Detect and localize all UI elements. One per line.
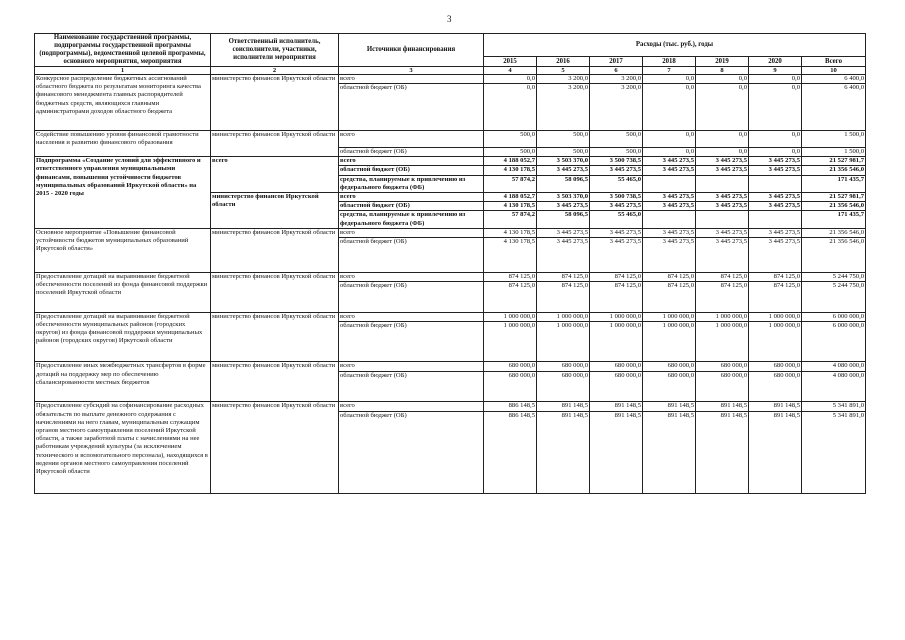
- value-cell: 874 125,0: [590, 272, 643, 281]
- value-cell: 874 125,0: [590, 281, 643, 290]
- value-cell: 874 125,0: [537, 272, 590, 281]
- value-cell: 891 148,5: [643, 402, 696, 411]
- column-index: 7: [643, 67, 696, 75]
- header-year: 2016: [537, 57, 590, 67]
- value-cell: 680 000,0: [696, 362, 749, 371]
- empty-cell: [696, 92, 749, 130]
- value-cell: 874 125,0: [643, 281, 696, 290]
- value-cell: 3 445 273,5: [643, 202, 696, 211]
- value-cell: 680 000,0: [749, 362, 802, 371]
- value-cell: 891 148,5: [643, 411, 696, 420]
- empty-cell: [339, 380, 484, 402]
- header-executor: Ответственный исполнитель, соисполнители, участники, исполнители мероприятия: [211, 34, 339, 67]
- value-cell: 57 874,2: [484, 175, 537, 192]
- empty-cell: [696, 380, 749, 402]
- column-index: 3: [339, 67, 484, 75]
- value-cell: 3 200,0: [537, 84, 590, 93]
- value-cell: 3 445 273,5: [749, 202, 802, 211]
- value-cell: 21 356 546,0: [802, 228, 866, 237]
- header-year-total: Всего: [802, 57, 866, 67]
- value-cell: 57 874,2: [484, 211, 537, 228]
- empty-cell: [590, 380, 643, 402]
- funding-source: всего: [339, 402, 484, 411]
- empty-cell: [802, 246, 866, 272]
- value-cell: 3 445 273,5: [537, 202, 590, 211]
- value-cell: 58 096,5: [537, 211, 590, 228]
- empty-cell: [802, 420, 866, 494]
- value-cell: 3 445 273,5: [643, 192, 696, 201]
- value-cell: 500,0: [590, 130, 643, 147]
- value-cell: 3 445 273,5: [696, 192, 749, 201]
- value-cell: 500,0: [590, 147, 643, 156]
- value-cell: 3 503 370,0: [537, 157, 590, 166]
- empty-cell: [749, 246, 802, 272]
- row-executor: министерство финансов Иркутской области: [211, 362, 339, 402]
- row-name: Подпрограмма «Создание условий для эффективного и ответственного управления муниципальными финансами, повышения устойчивости бюджетов муниципальных образований Иркутской области» на 2015 - 2020 годы: [35, 157, 211, 229]
- row-name: Предоставление иных межбюджетных трансфертов в форме дотаций на поддержку мер по обеспечению сбалансированности местных бюджетов: [35, 362, 211, 402]
- value-cell: [696, 175, 749, 192]
- empty-cell: [749, 330, 802, 362]
- value-cell: [749, 211, 802, 228]
- row-executor: министерство финансов Иркутской области: [211, 130, 339, 156]
- value-cell: 3 445 273,5: [749, 237, 802, 246]
- value-cell: 21 527 981,7: [802, 192, 866, 201]
- value-cell: 4 130 178,5: [484, 228, 537, 237]
- column-index: 6: [590, 67, 643, 75]
- value-cell: 874 125,0: [484, 281, 537, 290]
- value-cell: 886 148,5: [484, 402, 537, 411]
- value-cell: 171 435,7: [802, 175, 866, 192]
- row-name: Предоставление дотаций на выравнивание бюджетной обеспеченности муниципальных районов (городских округов) из фонда финансовой поддержки муниципальных районов (городских округов) Иркутской области: [35, 312, 211, 362]
- funding-source: областной бюджет (ОБ): [339, 84, 484, 93]
- value-cell: 3 445 273,5: [537, 237, 590, 246]
- value-cell: 886 148,5: [484, 411, 537, 420]
- value-cell: 0,0: [643, 130, 696, 147]
- value-cell: 0,0: [696, 147, 749, 156]
- funding-source: средства, планируемые к привлечению из федерального бюджета (ФБ): [339, 175, 484, 192]
- value-cell: 3 445 273,5: [749, 166, 802, 175]
- funding-source: областной бюджет (ОБ): [339, 411, 484, 420]
- table-row: [35, 75, 866, 84]
- funding-source: всего: [339, 312, 484, 321]
- funding-source: всего: [339, 272, 484, 281]
- row-executor: всего: [211, 157, 339, 193]
- funding-source: областной бюджет (ОБ): [339, 166, 484, 175]
- value-cell: 680 000,0: [590, 362, 643, 371]
- value-cell: 6 000 000,0: [802, 312, 866, 321]
- value-cell: [643, 175, 696, 192]
- value-cell: 680 000,0: [537, 362, 590, 371]
- empty-cell: [484, 380, 537, 402]
- value-cell: 3 200,0: [590, 84, 643, 93]
- value-cell: 0,0: [484, 75, 537, 84]
- value-cell: 4 130 178,5: [484, 202, 537, 211]
- column-index-row: [35, 67, 866, 75]
- value-cell: 874 125,0: [537, 281, 590, 290]
- empty-cell: [537, 420, 590, 494]
- empty-cell: [537, 380, 590, 402]
- empty-cell: [590, 420, 643, 494]
- value-cell: 0,0: [643, 75, 696, 84]
- row-executor: министерство финансов Иркутской области: [211, 402, 339, 494]
- value-cell: 3 445 273,5: [537, 166, 590, 175]
- column-index: 8: [696, 67, 749, 75]
- row-name: Конкурсное распределение бюджетных ассигнований областного бюджета по результатам мониторинга качества финансового менеджмента главных распорядителей бюджетных средств, являющихся главными администраторами доходов областного бюджета: [35, 75, 211, 131]
- empty-cell: [696, 290, 749, 312]
- value-cell: 21 527 981,7: [802, 157, 866, 166]
- empty-cell: [643, 92, 696, 130]
- value-cell: 0,0: [643, 147, 696, 156]
- value-cell: 3 445 273,5: [749, 192, 802, 201]
- empty-cell: [643, 290, 696, 312]
- value-cell: 6 400,0: [802, 75, 866, 84]
- value-cell: 1 000 000,0: [696, 321, 749, 330]
- empty-cell: [590, 330, 643, 362]
- value-cell: 1 000 000,0: [749, 321, 802, 330]
- value-cell: 4 080 000,0: [802, 371, 866, 380]
- value-cell: [696, 211, 749, 228]
- empty-cell: [643, 380, 696, 402]
- value-cell: 3 503 370,0: [537, 192, 590, 201]
- table-row: [35, 402, 866, 411]
- empty-cell: [696, 330, 749, 362]
- empty-cell: [643, 420, 696, 494]
- value-cell: 891 148,5: [696, 402, 749, 411]
- value-cell: 680 000,0: [537, 371, 590, 380]
- value-cell: [643, 211, 696, 228]
- value-cell: 3 445 273,5: [643, 157, 696, 166]
- table-body: [35, 75, 866, 494]
- empty-cell: [537, 92, 590, 130]
- table-row: [35, 228, 866, 237]
- value-cell: 3 445 273,5: [537, 228, 590, 237]
- value-cell: 500,0: [537, 147, 590, 156]
- value-cell: 1 500,0: [802, 130, 866, 147]
- value-cell: 6 000 000,0: [802, 321, 866, 330]
- value-cell: 680 000,0: [484, 371, 537, 380]
- value-cell: 3 445 273,5: [696, 228, 749, 237]
- empty-cell: [696, 246, 749, 272]
- table-row: [35, 272, 866, 281]
- empty-cell: [802, 92, 866, 130]
- empty-cell: [537, 290, 590, 312]
- value-cell: 58 096,5: [537, 175, 590, 192]
- value-cell: 1 000 000,0: [590, 321, 643, 330]
- empty-cell: [749, 420, 802, 494]
- value-cell: 5 341 891,0: [802, 402, 866, 411]
- header-year: 2019: [696, 57, 749, 67]
- value-cell: 1 000 000,0: [696, 312, 749, 321]
- value-cell: 500,0: [484, 147, 537, 156]
- value-cell: 0,0: [696, 84, 749, 93]
- table-row: [35, 312, 866, 321]
- value-cell: 1 000 000,0: [749, 312, 802, 321]
- funding-source: областной бюджет (ОБ): [339, 321, 484, 330]
- empty-cell: [749, 92, 802, 130]
- value-cell: 4 188 052,7: [484, 157, 537, 166]
- empty-cell: [749, 380, 802, 402]
- value-cell: 680 000,0: [484, 362, 537, 371]
- empty-cell: [643, 330, 696, 362]
- empty-cell: [590, 92, 643, 130]
- header-year: 2017: [590, 57, 643, 67]
- header-source: Источники финансирования: [339, 34, 484, 67]
- empty-cell: [484, 330, 537, 362]
- row-name: Основное мероприятие «Повышение финансовой устойчивости бюджетов муниципальных образований Иркутской области»: [35, 228, 211, 272]
- value-cell: 891 148,5: [696, 411, 749, 420]
- value-cell: 0,0: [484, 84, 537, 93]
- empty-cell: [643, 246, 696, 272]
- empty-cell: [339, 330, 484, 362]
- value-cell: 3 445 273,5: [696, 202, 749, 211]
- value-cell: 0,0: [749, 84, 802, 93]
- value-cell: 500,0: [484, 130, 537, 147]
- value-cell: 680 000,0: [643, 371, 696, 380]
- empty-cell: [339, 246, 484, 272]
- value-cell: 3 445 273,5: [590, 237, 643, 246]
- financing-table: [34, 33, 866, 494]
- value-cell: 1 000 000,0: [537, 321, 590, 330]
- header-year: 2018: [643, 57, 696, 67]
- row-name: Предоставление субсидий на софинансирование расходных обязательств по выплате денежного содержания с начислениями на него главам, муниципальным служащим органов местного самоуправления поселений Иркутской области, а также заработной платы с начислениями на нее работникам учреждений культуры (за исключением технического и вспомогательного персонала), находящихся в ведении органов местного самоуправления поселений Иркутской области: [35, 402, 211, 494]
- funding-source: всего: [339, 228, 484, 237]
- empty-cell: [802, 380, 866, 402]
- table-row: [35, 157, 866, 166]
- value-cell: 21 356 546,0: [802, 202, 866, 211]
- column-index: 1: [35, 67, 211, 75]
- value-cell: 4 188 052,7: [484, 192, 537, 201]
- value-cell: 4 080 000,0: [802, 362, 866, 371]
- value-cell: 1 000 000,0: [537, 312, 590, 321]
- value-cell: 1 500,0: [802, 147, 866, 156]
- empty-cell: [696, 420, 749, 494]
- empty-cell: [339, 420, 484, 494]
- value-cell: 3 445 273,5: [643, 237, 696, 246]
- value-cell: 874 125,0: [696, 272, 749, 281]
- empty-cell: [339, 290, 484, 312]
- funding-source: областной бюджет (ОБ): [339, 371, 484, 380]
- value-cell: 874 125,0: [643, 272, 696, 281]
- value-cell: 891 148,5: [537, 411, 590, 420]
- empty-cell: [537, 330, 590, 362]
- row-executor: министерство финансов Иркутской области: [211, 228, 339, 272]
- value-cell: 0,0: [749, 130, 802, 147]
- value-cell: 3 445 273,5: [696, 237, 749, 246]
- header-name: Наименование государственной программы, подпрограммы государственной программы (подпрограммы), ведомственной целевой программы, основного мероприятия, мероприятия: [35, 34, 211, 67]
- value-cell: 1 000 000,0: [484, 321, 537, 330]
- value-cell: 680 000,0: [643, 362, 696, 371]
- value-cell: 3 200,0: [537, 75, 590, 84]
- value-cell: 3 445 273,5: [696, 157, 749, 166]
- column-index: 10: [802, 67, 866, 75]
- value-cell: 1 000 000,0: [643, 321, 696, 330]
- value-cell: 0,0: [749, 75, 802, 84]
- value-cell: 5 341 891,0: [802, 411, 866, 420]
- value-cell: 3 445 273,5: [590, 166, 643, 175]
- empty-cell: [749, 290, 802, 312]
- empty-cell: [484, 246, 537, 272]
- table-row: [35, 362, 866, 371]
- column-index: 4: [484, 67, 537, 75]
- row-executor: министерство финансов Иркутской области: [211, 272, 339, 312]
- funding-source: областной бюджет (ОБ): [339, 281, 484, 290]
- header-year: 2020: [749, 57, 802, 67]
- empty-cell: [590, 246, 643, 272]
- value-cell: 3 500 738,5: [590, 157, 643, 166]
- funding-source: всего: [339, 157, 484, 166]
- empty-cell: [484, 420, 537, 494]
- value-cell: 21 356 546,0: [802, 237, 866, 246]
- value-cell: 21 356 546,0: [802, 166, 866, 175]
- funding-source: всего: [339, 75, 484, 84]
- row-name: Предоставление дотаций на выравнивание бюджетной обеспеченности поселений из фонда финансовой поддержки поселений Иркутской области: [35, 272, 211, 312]
- value-cell: 0,0: [696, 75, 749, 84]
- value-cell: 3 445 273,5: [643, 166, 696, 175]
- value-cell: 3 445 273,5: [749, 157, 802, 166]
- value-cell: 4 130 178,5: [484, 237, 537, 246]
- value-cell: 6 400,0: [802, 84, 866, 93]
- value-cell: 0,0: [696, 130, 749, 147]
- value-cell: 3 445 273,5: [749, 228, 802, 237]
- value-cell: 3 445 273,5: [643, 228, 696, 237]
- value-cell: 0,0: [643, 84, 696, 93]
- empty-cell: [484, 92, 537, 130]
- funding-source: областной бюджет (ОБ): [339, 237, 484, 246]
- empty-cell: [484, 290, 537, 312]
- column-index: 9: [749, 67, 802, 75]
- column-index: 5: [537, 67, 590, 75]
- row-name: Содействие повышению уровня финансовой грамотности населения и развитию финансового образования: [35, 130, 211, 156]
- value-cell: 1 000 000,0: [484, 312, 537, 321]
- empty-cell: [802, 290, 866, 312]
- value-cell: 55 465,0: [590, 211, 643, 228]
- funding-source: областной бюджет (ОБ): [339, 202, 484, 211]
- value-cell: 5 244 750,0: [802, 281, 866, 290]
- funding-source: областной бюджет (ОБ): [339, 147, 484, 156]
- column-index: 2: [211, 67, 339, 75]
- value-cell: 874 125,0: [749, 272, 802, 281]
- value-cell: 1 000 000,0: [643, 312, 696, 321]
- value-cell: 891 148,5: [749, 411, 802, 420]
- value-cell: [749, 175, 802, 192]
- value-cell: 891 148,5: [590, 402, 643, 411]
- value-cell: 0,0: [749, 147, 802, 156]
- value-cell: 500,0: [537, 130, 590, 147]
- row-executor: министерство финансов Иркутской области: [211, 192, 339, 228]
- table-row: [35, 130, 866, 147]
- funding-source: всего: [339, 130, 484, 147]
- header-year: 2015: [484, 57, 537, 67]
- value-cell: 3 445 273,5: [590, 202, 643, 211]
- row-executor: министерство финансов Иркутской области: [211, 75, 339, 131]
- value-cell: 680 000,0: [749, 371, 802, 380]
- value-cell: 171 435,7: [802, 211, 866, 228]
- value-cell: 4 130 178,5: [484, 166, 537, 175]
- empty-cell: [802, 330, 866, 362]
- funding-source: всего: [339, 362, 484, 371]
- header-expenses: Расходы (тыс. руб.), годы: [484, 34, 866, 57]
- value-cell: 55 465,0: [590, 175, 643, 192]
- value-cell: 5 244 750,0: [802, 272, 866, 281]
- value-cell: 874 125,0: [484, 272, 537, 281]
- funding-source: всего: [339, 192, 484, 201]
- value-cell: 874 125,0: [749, 281, 802, 290]
- value-cell: 891 148,5: [590, 411, 643, 420]
- value-cell: 3 500 738,5: [590, 192, 643, 201]
- value-cell: 680 000,0: [590, 371, 643, 380]
- page-number: 3: [447, 14, 452, 24]
- empty-cell: [590, 290, 643, 312]
- empty-cell: [537, 246, 590, 272]
- value-cell: 3 445 273,5: [696, 166, 749, 175]
- value-cell: 1 000 000,0: [590, 312, 643, 321]
- row-executor: министерство финансов Иркутской области: [211, 312, 339, 362]
- empty-cell: [339, 92, 484, 130]
- value-cell: 891 148,5: [749, 402, 802, 411]
- funding-source: средства, планируемые к привлечению из федерального бюджета (ФБ): [339, 211, 484, 228]
- value-cell: 680 000,0: [696, 371, 749, 380]
- value-cell: 3 200,0: [590, 75, 643, 84]
- value-cell: 3 445 273,5: [590, 228, 643, 237]
- value-cell: 874 125,0: [696, 281, 749, 290]
- value-cell: 891 148,5: [537, 402, 590, 411]
